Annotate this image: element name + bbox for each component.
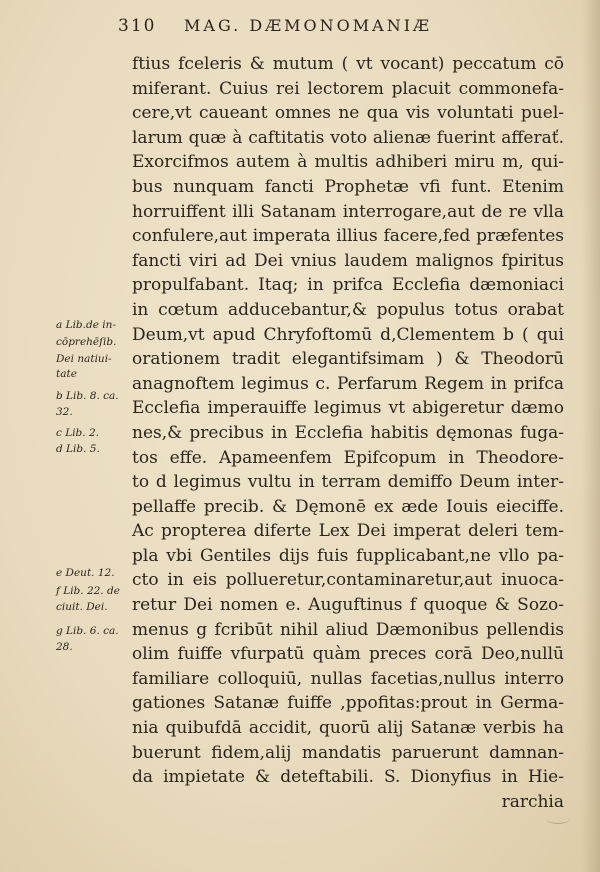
catchword: rarchia bbox=[501, 791, 564, 812]
text-line: to d legimus vultu in terram demiffo Deum inter- bbox=[132, 472, 564, 493]
text-line: horruiffent illi Satanam interrogare,aut de re vlla bbox=[132, 201, 564, 222]
margin-note: cōprehēſib. bbox=[56, 336, 117, 348]
text-line: familiare colloquiū, nullas facetias,nullus interro bbox=[132, 668, 564, 689]
text-line: ftius fceleris & mutum ( vt vocant) peccatum cō bbox=[132, 54, 564, 74]
text-line: pla vbi Gentiles dijs fuis fupplicabant,ne vllo pa- bbox=[132, 545, 564, 566]
main-text-block bbox=[132, 52, 564, 814]
text-line: tos effe. Apameenfem Epifcopum in Theodore- bbox=[132, 447, 564, 468]
text-line: confulere,aut imperata illius facere,fed præfentes bbox=[132, 226, 564, 247]
margin-note: a Lib.de in- bbox=[56, 319, 116, 331]
text-line: Exorcifmos autem à multis adhiberi miru m, qui- bbox=[132, 152, 564, 173]
text-line: buerunt fidem,alij mandatis paruerunt damnan- bbox=[132, 742, 564, 763]
margin-note: g Lib. 6. ca. bbox=[56, 625, 119, 637]
text-line: Deum,vt apud Chryfoftomū d,Clementem b ( qui bbox=[132, 324, 564, 345]
text-line: olim fuiffe vfurpatū quàm preces corā Deo,nullū bbox=[132, 644, 564, 665]
text-line: da impietate & deteftabili. S. Dionyfius in Hie- bbox=[132, 767, 564, 788]
text-line: menus g fcribūt nihil aliud Dæmonibus pellendis bbox=[132, 619, 564, 640]
margin-note: c Lib. 2. bbox=[56, 427, 99, 439]
running-head: MAG. DÆMONOMANIÆ bbox=[184, 16, 433, 35]
margin-note: f Lib. 22. de bbox=[56, 585, 120, 597]
text-line: miferant. Cuius rei lectorem placuit commonefa- bbox=[132, 78, 564, 99]
margin-note: 28. bbox=[56, 641, 73, 653]
text-line: orationem tradit elegantifsimam ) & Theodorū bbox=[132, 349, 564, 370]
margin-note: ciuit. Dei. bbox=[56, 601, 108, 613]
text-line: nia quibufdā accidit, quorū alij Satanæ verbis ha bbox=[132, 718, 564, 739]
margin-note: e Deut. 12. bbox=[56, 567, 115, 579]
margin-note: 32. bbox=[56, 406, 73, 418]
text-line: fancti viri ad Dei vnius laudem malignos fpiritus bbox=[132, 250, 564, 271]
text-line: pellaffe precib. & Dęmonē ex æde Iouis eieciffe. bbox=[132, 496, 564, 517]
page-number: 310 bbox=[118, 16, 157, 36]
text-line: in cœtum adducebantur,& populus totus orabat bbox=[132, 299, 564, 320]
text-line: nes,& precibus in Ecclefia habitis dęmonas fuga- bbox=[132, 422, 564, 443]
page-header bbox=[118, 16, 558, 36]
margin-note: Dei natiui- bbox=[56, 353, 112, 365]
page-edge-shadow bbox=[582, 0, 600, 872]
text-line: bus nunquam fancti Prophetæ vfi funt. Etenim bbox=[132, 176, 564, 197]
text-line: cere,vt caueant omnes ne qua vis voluntati puel- bbox=[132, 103, 564, 124]
paper-mark bbox=[546, 813, 570, 824]
text-line: Ecclefia imperauiffe legimus vt abigeretur dæmo bbox=[132, 398, 564, 419]
text-line: gationes Satanæ fuiffe ,ppofitas:prout in Germa- bbox=[132, 693, 564, 714]
text-line: larum quæ à caftitatis voto alienæ fuerint afferať. bbox=[132, 127, 564, 148]
text-line: propulfabant. Itaq; in prifca Ecclefia dæmoniaci bbox=[132, 275, 564, 296]
text-line: anagnoftem legimus c. Perfarum Regem in prifca bbox=[132, 373, 564, 394]
margin-note: b Lib. 8. ca. bbox=[56, 390, 119, 402]
text-line: cto in eis pollueretur,contaminaretur,aut inuoca- bbox=[132, 570, 564, 591]
text-line: Ac propterea diferte Lex Dei imperat deleri tem- bbox=[132, 521, 564, 542]
margin-note: d Lib. 5. bbox=[56, 443, 100, 455]
margin-note: tate bbox=[56, 368, 77, 380]
text-line: retur Dei nomen e. Auguftinus f quoque & Sozo- bbox=[132, 595, 564, 616]
